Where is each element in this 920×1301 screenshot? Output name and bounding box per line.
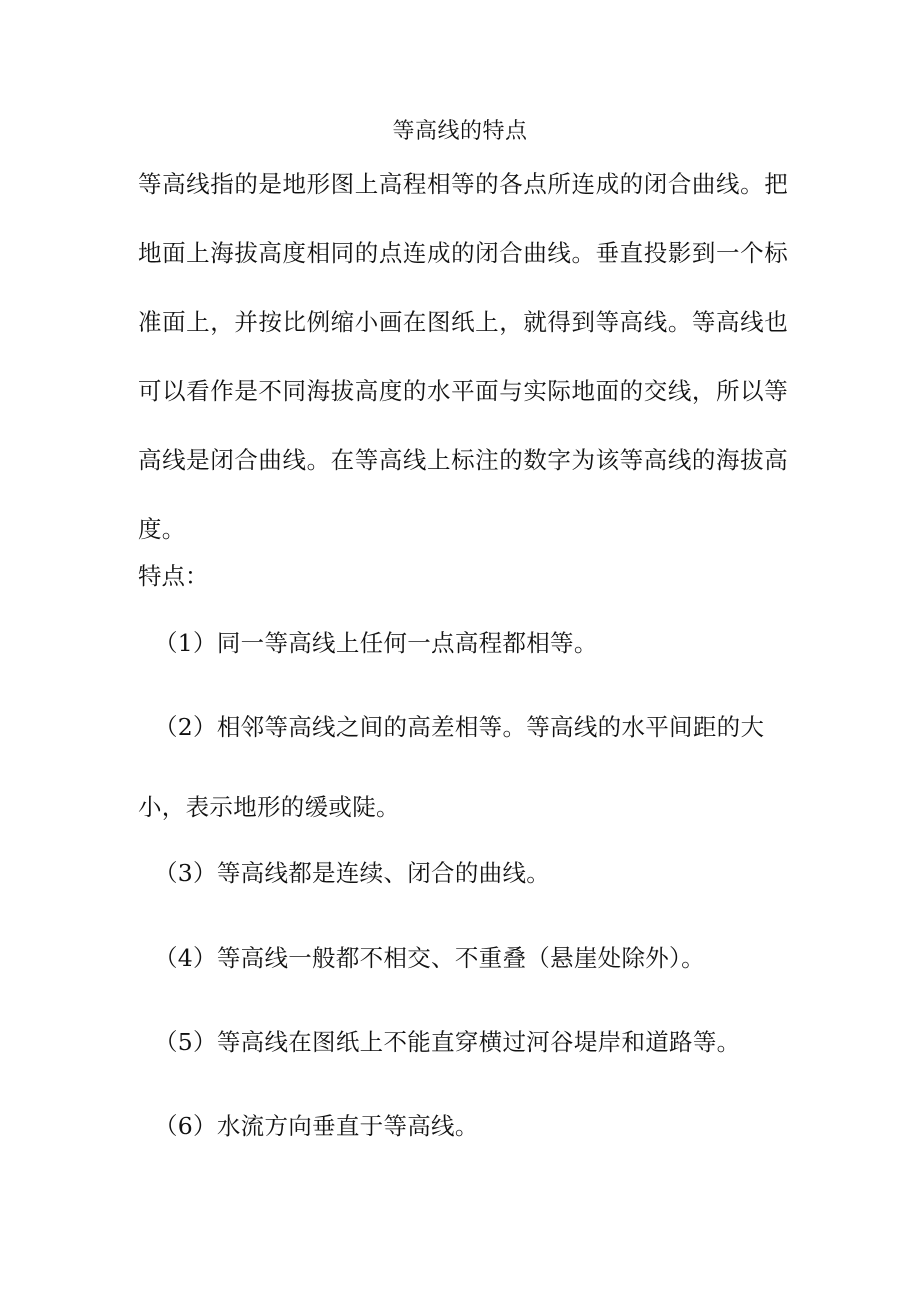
feature-item-1	[138, 628, 788, 658]
features-heading: 特点：	[138, 562, 209, 590]
feature-item-3	[138, 858, 788, 888]
feature-item-6-text: （6）水流方向垂直于等高线。	[154, 1112, 479, 1140]
feature-item-2-text: （2）相邻等高线之间的高差相等。等高线的水平间距的大	[154, 713, 765, 741]
feature-item-2-continuation	[138, 792, 788, 822]
feature-item-1-text: （1）同一等高线上任何一点高程都相等。	[154, 629, 598, 657]
intro-paragraph: 等高线指的是地形图上高程相等的各点所连成的闭合曲线。把地面上海拔高度相同的点连成的闭合曲线。垂直投影到一个标准面上，并按比例缩小画在图纸上，就得到等高线。等高线也可以看作是不同海拔高度的水平面与实际地面的交线，所以等高线是闭合曲线。在等高线上标注的数字为该等高线的海拔高度。	[138, 170, 788, 543]
document-title: 等高线的特点	[392, 119, 528, 144]
feature-item-2-continuation-text: 小，表示地形的缓或陡。	[138, 793, 400, 821]
feature-item-5-text: （5）等高线在图纸上不能直穿横过河谷堤岸和道路等。	[154, 1028, 741, 1056]
feature-item-2	[138, 712, 788, 742]
feature-item-4	[138, 943, 788, 973]
feature-item-5	[138, 1027, 788, 1057]
feature-item-3-text: （3）等高线都是连续、闭合的曲线。	[154, 859, 551, 887]
feature-item-6	[138, 1111, 788, 1141]
feature-item-4-text: （4）等高线一般都不相交、不重叠（悬崖处除外）。	[154, 944, 705, 972]
